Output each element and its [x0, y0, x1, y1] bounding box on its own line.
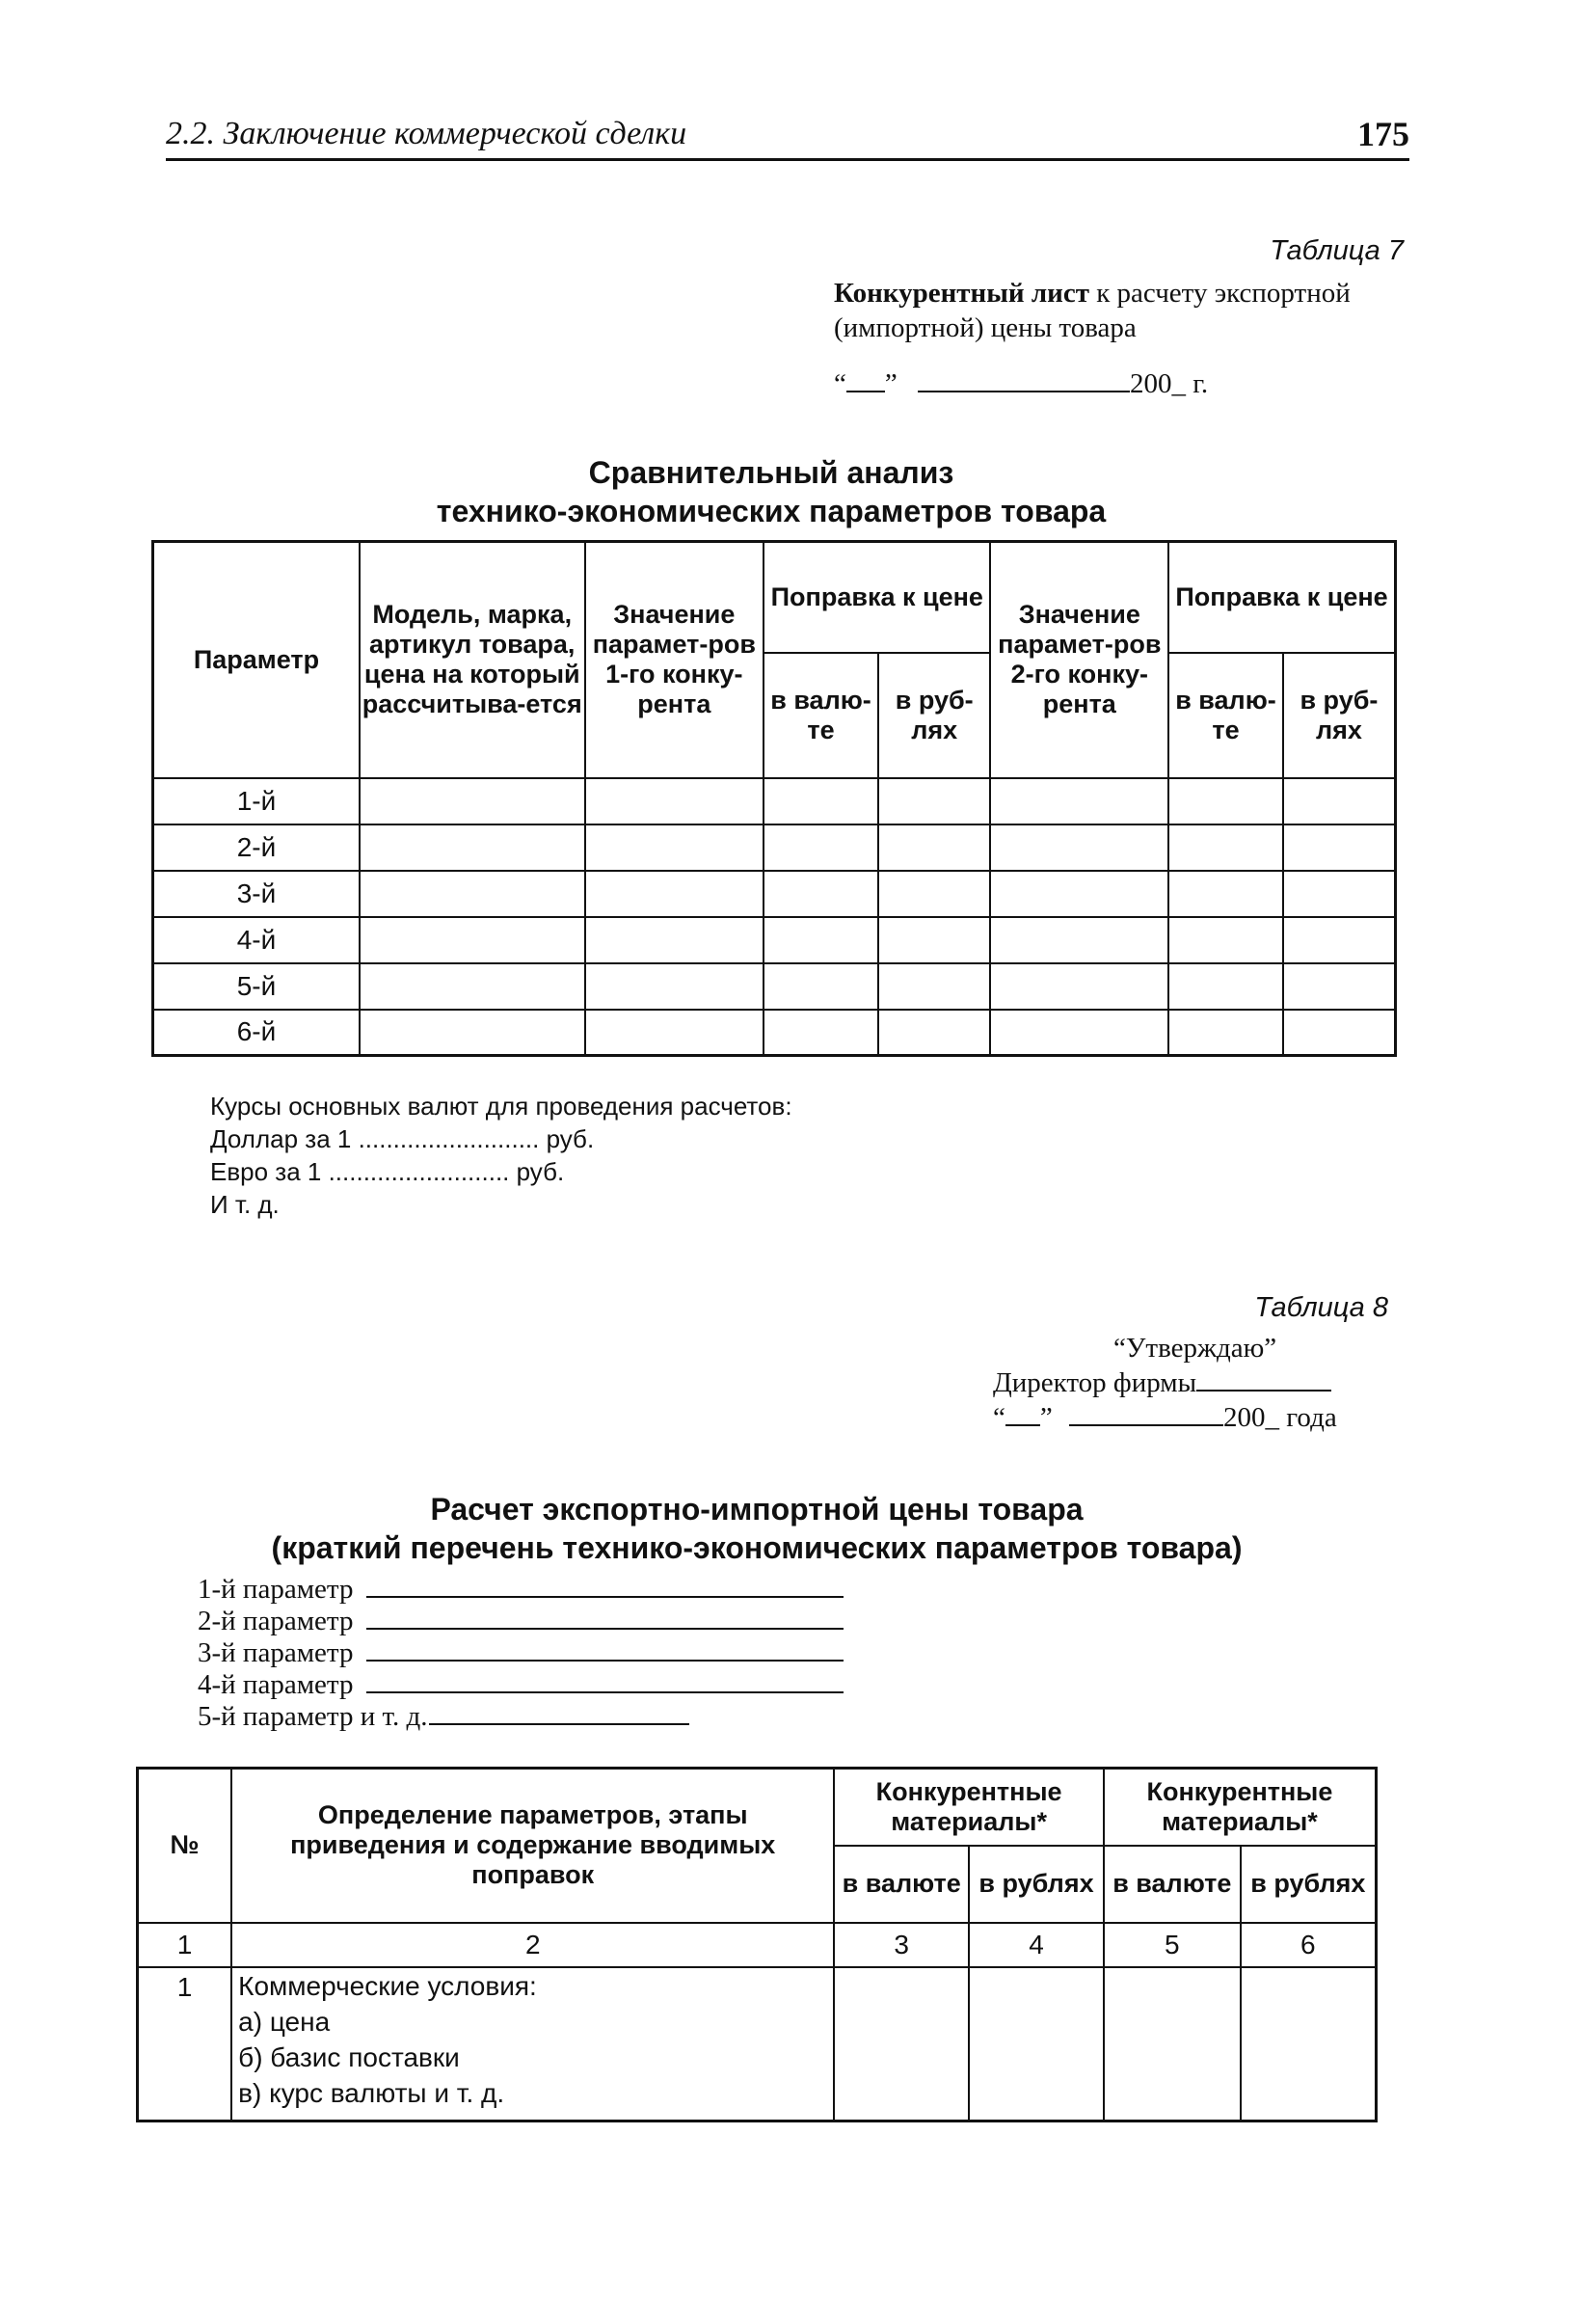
- empty-cell: [990, 1010, 1168, 1056]
- empty-cell: [360, 871, 585, 917]
- parameter-label: 1-й параметр: [198, 1574, 354, 1605]
- header-param: Параметр: [153, 542, 360, 778]
- quote-close: ”: [1039, 1402, 1053, 1433]
- header-in-rubles: в руб-лях: [878, 653, 991, 778]
- note-line: Доллар за 1 .......................... руб.: [210, 1124, 595, 1153]
- header-definition: Определение параметров, этапы приведения и содержание вводимых поправок: [231, 1769, 834, 1923]
- empty-cell: [585, 824, 764, 871]
- empty-cell: [1283, 963, 1396, 1010]
- blank-line: [366, 1628, 844, 1630]
- header-in-currency: в валю-те: [764, 653, 878, 778]
- quote-open: “: [834, 368, 846, 399]
- approve-text: “Утверждаю”: [1113, 1333, 1277, 1364]
- table-row: [153, 824, 1396, 871]
- empty-cell: [1283, 824, 1396, 871]
- empty-cell: [764, 871, 878, 917]
- col-number: 2: [231, 1923, 834, 1967]
- header-in-currency: в валюте: [834, 1846, 969, 1923]
- table7-caption-bold: Конкурентный лист: [834, 278, 1089, 309]
- header-comp2: Конкурентные материалы*: [1104, 1769, 1377, 1846]
- table7-caption-rest: к расчету экспортной (импортной) цены товара: [834, 278, 1351, 343]
- empty-cell: [878, 917, 991, 963]
- empty-cell: [1283, 1010, 1396, 1056]
- header-in-rubles: в руб-лях: [1283, 653, 1396, 778]
- definition-line: в) курс валюты и т. д.: [238, 2077, 505, 2108]
- definition-line: б) базис поставки: [238, 2041, 460, 2072]
- empty-cell: [585, 963, 764, 1010]
- header-adj1: Поправка к цене: [764, 542, 990, 653]
- comparison-table: [151, 540, 1397, 1057]
- empty-cell: [1283, 871, 1396, 917]
- row-num: 1: [138, 1967, 232, 2121]
- table8-title: [145, 1490, 1369, 1567]
- blank-line: [366, 1596, 844, 1598]
- row-definition: [231, 1967, 834, 2121]
- parameter-line: [198, 1606, 844, 1637]
- row-label: 5-й: [153, 963, 360, 1010]
- header-in-currency: в валюте: [1104, 1846, 1241, 1923]
- header-adj2: Поправка к цене: [1168, 542, 1395, 653]
- definition-line: Коммерческие условия:: [238, 1970, 537, 2001]
- table-row: [153, 1010, 1396, 1056]
- row-label: 2-й: [153, 824, 360, 871]
- empty-cell: [1168, 917, 1283, 963]
- note-line: И т. д.: [210, 1190, 280, 1219]
- table-row: [153, 871, 1396, 917]
- parameter-line: [198, 1701, 844, 1733]
- col-number: 1: [138, 1923, 232, 1967]
- col-number: 5: [1104, 1923, 1241, 1967]
- table-row: [138, 1967, 1377, 2121]
- table-row: [153, 917, 1396, 963]
- empty-cell: [969, 1967, 1104, 2121]
- empty-cell: [1168, 963, 1283, 1010]
- blank-line: [366, 1660, 844, 1662]
- table7-caption: [834, 276, 1412, 345]
- table8-title-line2: (краткий перечень технико-экономических параметров товара): [271, 1530, 1243, 1565]
- parameter-list: [198, 1574, 844, 1733]
- year-text: 200_ года: [1223, 1402, 1337, 1433]
- empty-cell: [360, 824, 585, 871]
- definition-line: а) цена: [238, 2006, 331, 2037]
- table7-date-line: [834, 366, 1208, 401]
- header-num: №: [138, 1769, 232, 1923]
- empty-cell: [878, 963, 991, 1010]
- empty-cell: [764, 824, 878, 871]
- empty-cell: [878, 824, 991, 871]
- empty-cell: [1168, 871, 1283, 917]
- currency-notes: [210, 1090, 792, 1221]
- blank-line: [366, 1691, 844, 1693]
- empty-cell: [585, 871, 764, 917]
- table8-title-line1: Расчет экспортно-импортной цены товара: [430, 1492, 1084, 1527]
- empty-cell: [990, 778, 1168, 824]
- row-label: 3-й: [153, 871, 360, 917]
- empty-cell: [764, 963, 878, 1010]
- empty-cell: [360, 778, 585, 824]
- col-number: 4: [969, 1923, 1104, 1967]
- parameter-line: [198, 1637, 844, 1669]
- empty-cell: [1241, 1967, 1377, 2121]
- empty-cell: [1283, 917, 1396, 963]
- running-header: [166, 108, 1409, 161]
- column-number-row: [138, 1923, 1377, 1967]
- col-number: 3: [834, 1923, 969, 1967]
- empty-cell: [990, 824, 1168, 871]
- empty-cell: [1168, 824, 1283, 871]
- empty-cell: [360, 917, 585, 963]
- running-title: 2.2. Заключение коммерческой сделки: [166, 116, 687, 151]
- year-text: 200_ г.: [1130, 368, 1209, 399]
- table-row: [153, 778, 1396, 824]
- empty-cell: [878, 778, 991, 824]
- table8-label: Таблица 8: [1254, 1292, 1388, 1323]
- empty-cell: [1283, 778, 1396, 824]
- row-label: 6-й: [153, 1010, 360, 1056]
- parameter-label: 2-й параметр: [198, 1606, 354, 1636]
- header-in-currency: в валю-те: [1168, 653, 1283, 778]
- header-value2: Значение парамет-ров 2-го конку-рента: [990, 542, 1168, 778]
- empty-cell: [1168, 778, 1283, 824]
- table7-label: Таблица 7: [1270, 235, 1404, 266]
- table7-title: [289, 453, 1253, 530]
- empty-cell: [585, 917, 764, 963]
- note-line: Курсы основных валют для проведения расчетов:: [210, 1092, 792, 1121]
- price-calc-table: [136, 1767, 1378, 2122]
- empty-cell: [764, 917, 878, 963]
- header-model: Модель, марка, артикул товара, цена на который рассчитыва-ется: [360, 542, 585, 778]
- director-text: Директор фирмы: [993, 1367, 1197, 1398]
- quote-open: “: [993, 1402, 1005, 1433]
- empty-cell: [990, 871, 1168, 917]
- empty-cell: [878, 871, 991, 917]
- parameter-line: [198, 1669, 844, 1701]
- table7-title-line2: технико-экономических параметров товара: [436, 494, 1107, 528]
- table-row: [153, 963, 1396, 1010]
- empty-cell: [764, 1010, 878, 1056]
- col-number: 6: [1241, 1923, 1377, 1967]
- page-number: 175: [1357, 115, 1409, 153]
- empty-cell: [1104, 1967, 1241, 2121]
- parameter-label: 5-й параметр и т. д.: [198, 1701, 428, 1732]
- empty-cell: [834, 1967, 969, 2121]
- parameter-label: 4-й параметр: [198, 1669, 354, 1700]
- quote-close: ”: [884, 368, 898, 399]
- header-in-rubles: в рублях: [1241, 1846, 1377, 1923]
- header-comp1: Конкурентные материалы*: [834, 1769, 1104, 1846]
- empty-cell: [360, 1010, 585, 1056]
- header-in-rubles: в рублях: [969, 1846, 1104, 1923]
- parameter-label: 3-й параметр: [198, 1637, 354, 1668]
- header-value1: Значение парамет-ров 1-го конку-рента: [585, 542, 764, 778]
- blank-line: [429, 1723, 689, 1725]
- row-label: 4-й: [153, 917, 360, 963]
- row-label: 1-й: [153, 778, 360, 824]
- note-line: Евро за 1 .......................... руб.: [210, 1157, 565, 1186]
- empty-cell: [990, 963, 1168, 1010]
- empty-cell: [990, 917, 1168, 963]
- empty-cell: [360, 963, 585, 1010]
- approval-block: [993, 1331, 1388, 1435]
- empty-cell: [585, 778, 764, 824]
- empty-cell: [878, 1010, 991, 1056]
- empty-cell: [585, 1010, 764, 1056]
- empty-cell: [764, 778, 878, 824]
- parameter-line: [198, 1574, 844, 1606]
- empty-cell: [1168, 1010, 1283, 1056]
- table7-title-line1: Сравнительный анализ: [588, 455, 954, 490]
